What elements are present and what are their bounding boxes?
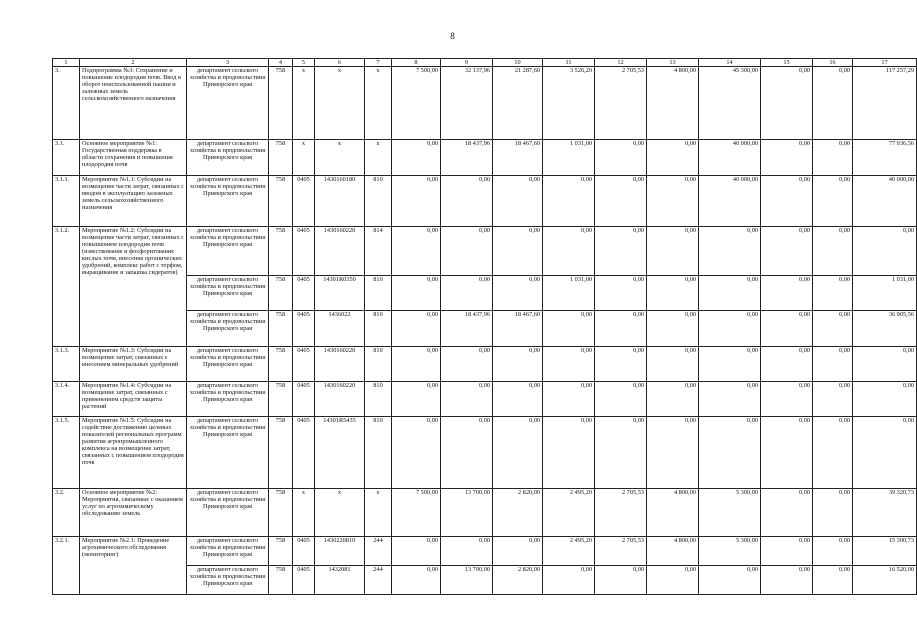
value-cell: 0,00 — [595, 311, 647, 347]
column-header: 3 — [187, 59, 269, 67]
value-cell: 0,00 — [543, 311, 595, 347]
code-cell: x — [315, 489, 365, 537]
row-number: 3.2. — [53, 489, 80, 537]
code-cell: 758 — [269, 566, 293, 595]
value-cell: 0,00 — [543, 566, 595, 595]
value-cell: 0,00 — [813, 227, 853, 276]
row-name: Мероприятие №1.4: Субсидии на возмещение затрат, связанных с применением средств защиты растений — [80, 382, 187, 417]
value-cell: 18 467,60 — [493, 311, 543, 347]
value-cell: 0,00 — [543, 347, 595, 382]
value-cell: 0,00 — [493, 382, 543, 417]
code-cell: 14301R0350 — [315, 276, 365, 311]
column-header: 1 — [53, 59, 80, 67]
code-cell: 0405 — [293, 276, 315, 311]
table-row — [53, 67, 917, 140]
value-cell: 0,00 — [493, 176, 543, 227]
value-cell: 0,00 — [761, 276, 813, 311]
department-cell: департамент сельского хозяйства и продовольствия Приморского края — [187, 537, 269, 566]
value-cell: 0,00 — [699, 417, 761, 489]
value-cell: 0,00 — [813, 537, 853, 566]
table-row — [53, 382, 917, 417]
row-number: 3.1. — [53, 140, 80, 176]
value-cell: 0,00 — [761, 417, 813, 489]
value-cell: 0,00 — [853, 417, 917, 489]
value-cell: 0,00 — [853, 347, 917, 382]
code-cell: 244 — [365, 566, 392, 595]
value-cell: 0,00 — [813, 489, 853, 537]
value-cell: 4 800,00 — [647, 537, 699, 566]
code-cell: 758 — [269, 311, 293, 347]
code-cell: 758 — [269, 537, 293, 566]
code-cell: x — [315, 140, 365, 176]
department-cell: департамент сельского хозяйства и продовольствия Приморского края — [187, 140, 269, 176]
value-cell: 0,00 — [441, 176, 493, 227]
value-cell: 0,00 — [813, 176, 853, 227]
code-cell: x — [365, 140, 392, 176]
value-cell: 0,00 — [595, 417, 647, 489]
table-row — [53, 417, 917, 489]
code-cell: 810 — [365, 417, 392, 489]
value-cell: 0,00 — [699, 276, 761, 311]
code-cell: 810 — [365, 347, 392, 382]
value-cell: 0,00 — [493, 417, 543, 489]
column-header: 7 — [365, 59, 392, 67]
value-cell: 5 300,00 — [699, 489, 761, 537]
value-cell: 2 705,53 — [595, 67, 647, 140]
value-cell: 15 300,73 — [853, 537, 917, 566]
value-cell: 0,00 — [441, 227, 493, 276]
value-cell: 0,00 — [647, 227, 699, 276]
code-cell: 1430160220 — [315, 347, 365, 382]
header-row — [53, 59, 917, 67]
value-cell: 40 000,00 — [699, 140, 761, 176]
value-cell: 4 800,00 — [647, 489, 699, 537]
row-number: 3. — [53, 67, 80, 140]
table-row — [53, 347, 917, 382]
value-cell: 0,00 — [761, 140, 813, 176]
code-cell: 0405 — [293, 227, 315, 276]
code-cell: x — [365, 67, 392, 140]
value-cell: 36 905,56 — [853, 311, 917, 347]
department-cell: департамент сельского хозяйства и продовольствия Приморского края — [187, 566, 269, 595]
code-cell: 1430160220 — [315, 227, 365, 276]
value-cell: 0,00 — [392, 566, 441, 595]
code-cell: x — [315, 67, 365, 140]
value-cell: 0,00 — [441, 537, 493, 566]
table-row — [53, 227, 917, 276]
code-cell: 758 — [269, 489, 293, 537]
row-name: Основное мероприятие №2: Мероприятия, связанные с оказанием услуг по агрохимическому обследованию земель — [80, 489, 187, 537]
department-cell: департамент сельского хозяйства и продовольствия Приморского края — [187, 417, 269, 489]
value-cell: 0,00 — [813, 67, 853, 140]
row-name: Мероприятие №1.1: Субсидии на возмещение части затрат, связанных с вводом в эксплуатацию залежных земель сельскохозяйственного назначения — [80, 176, 187, 227]
value-cell: 1 031,00 — [543, 276, 595, 311]
column-header: 9 — [441, 59, 493, 67]
value-cell: 0,00 — [761, 67, 813, 140]
code-cell: x — [293, 140, 315, 176]
column-header: 2 — [80, 59, 187, 67]
column-header: 12 — [595, 59, 647, 67]
value-cell: 0,00 — [595, 347, 647, 382]
row-name: Мероприятие №2.1: Проведение агрохимического обследования (мониторинг) — [80, 537, 187, 595]
value-cell: 0,00 — [392, 537, 441, 566]
value-cell: 0,00 — [813, 566, 853, 595]
code-cell: 0405 — [293, 566, 315, 595]
value-cell: 0,00 — [595, 276, 647, 311]
column-header: 15 — [761, 59, 813, 67]
row-name: Основное мероприятие №1: Государственная поддержка в области сохранения и повышения плодородия почв — [80, 140, 187, 176]
value-cell: 0,00 — [813, 382, 853, 417]
department-cell: департамент сельского хозяйства и продовольствия Приморского края — [187, 489, 269, 537]
value-cell: 0,00 — [441, 276, 493, 311]
value-cell: 0,00 — [392, 140, 441, 176]
value-cell: 0,00 — [392, 347, 441, 382]
department-cell: департамент сельского хозяйства и продовольствия Приморского края — [187, 276, 269, 311]
table-row — [53, 537, 917, 566]
value-cell: 0,00 — [441, 417, 493, 489]
row-number: 3.1.3. — [53, 347, 80, 382]
value-cell: 0,00 — [647, 382, 699, 417]
column-header: 5 — [293, 59, 315, 67]
value-cell: 2 495,20 — [543, 537, 595, 566]
value-cell: 0,00 — [595, 140, 647, 176]
value-cell: 0,00 — [647, 276, 699, 311]
value-cell: 0,00 — [595, 382, 647, 417]
value-cell: 3 526,20 — [543, 67, 595, 140]
value-cell: 13 700,00 — [441, 489, 493, 537]
code-cell: 0405 — [293, 417, 315, 489]
department-cell: департамент сельского хозяйства и продовольствия Приморского края — [187, 311, 269, 347]
value-cell: 0,00 — [699, 382, 761, 417]
value-cell: 18 437,96 — [441, 140, 493, 176]
value-cell: 0,00 — [595, 566, 647, 595]
value-cell: 2 705,53 — [595, 537, 647, 566]
value-cell: 0,00 — [493, 227, 543, 276]
value-cell: 0,00 — [647, 417, 699, 489]
table-row — [53, 140, 917, 176]
value-cell: 0,00 — [647, 566, 699, 595]
value-cell: 0,00 — [699, 566, 761, 595]
code-cell: 758 — [269, 347, 293, 382]
value-cell: 18 437,96 — [441, 311, 493, 347]
value-cell: 77 936,56 — [853, 140, 917, 176]
value-cell: 16 520,00 — [853, 566, 917, 595]
value-cell: 0,00 — [761, 311, 813, 347]
value-cell: 0,00 — [853, 227, 917, 276]
column-header: 16 — [813, 59, 853, 67]
code-cell: 1430220810 — [315, 537, 365, 566]
column-header: 14 — [699, 59, 761, 67]
value-cell: 0,00 — [493, 276, 543, 311]
value-cell: 1 031,00 — [543, 140, 595, 176]
budget-table — [52, 58, 917, 595]
value-cell: 40 000,00 — [853, 176, 917, 227]
table-row — [53, 489, 917, 537]
table-row — [53, 176, 917, 227]
value-cell: 39 320,73 — [853, 489, 917, 537]
code-cell: 758 — [269, 382, 293, 417]
code-cell: 810 — [365, 382, 392, 417]
code-cell: x — [365, 489, 392, 537]
value-cell: 0,00 — [761, 227, 813, 276]
department-cell: департамент сельского хозяйства и продовольствия Приморского края — [187, 176, 269, 227]
code-cell: 1436022 — [315, 311, 365, 347]
value-cell: 2 705,53 — [595, 489, 647, 537]
value-cell: 117 257,29 — [853, 67, 917, 140]
value-cell: 0,00 — [813, 276, 853, 311]
value-cell: 0,00 — [699, 311, 761, 347]
row-name: Мероприятие №1.5: Субсидии на содействие достижению целевых показателей региональных программ развития агропромышленного комплекса на возмещение затрат, связанных с повышением плодородия почв — [80, 417, 187, 489]
value-cell: 0,00 — [493, 347, 543, 382]
code-cell: 0405 — [293, 311, 315, 347]
value-cell: 0,00 — [392, 382, 441, 417]
column-header: 10 — [493, 59, 543, 67]
column-header: 4 — [269, 59, 293, 67]
department-cell: департамент сельского хозяйства и продовольствия Приморского края — [187, 67, 269, 140]
value-cell: 18 467,60 — [493, 140, 543, 176]
code-cell: 758 — [269, 176, 293, 227]
code-cell: 244 — [365, 537, 392, 566]
column-header: 17 — [853, 59, 917, 67]
row-name: Мероприятие №1.3: Субсидии на возмещение затрат, связанных с внесением минеральных удобрений — [80, 347, 187, 382]
column-header: 6 — [315, 59, 365, 67]
value-cell: 0,00 — [543, 382, 595, 417]
value-cell: 0,00 — [392, 417, 441, 489]
value-cell: 0,00 — [595, 176, 647, 227]
code-cell: 814 — [365, 227, 392, 276]
department-cell: департамент сельского хозяйства и продовольствия Приморского края — [187, 347, 269, 382]
column-header: 8 — [392, 59, 441, 67]
code-cell: 0405 — [293, 537, 315, 566]
value-cell: 0,00 — [699, 227, 761, 276]
value-cell: 0,00 — [595, 227, 647, 276]
value-cell: 0,00 — [543, 417, 595, 489]
value-cell: 32 137,96 — [441, 67, 493, 140]
code-cell: 0405 — [293, 347, 315, 382]
code-cell: 758 — [269, 417, 293, 489]
code-cell: 0405 — [293, 382, 315, 417]
row-number: 3.1.2. — [53, 227, 80, 347]
code-cell: 758 — [269, 140, 293, 176]
value-cell: 0,00 — [392, 176, 441, 227]
value-cell: 13 700,00 — [441, 566, 493, 595]
value-cell: 0,00 — [543, 176, 595, 227]
value-cell: 0,00 — [647, 140, 699, 176]
value-cell: 0,00 — [761, 382, 813, 417]
value-cell: 0,00 — [761, 566, 813, 595]
code-cell: 810 — [365, 311, 392, 347]
value-cell: 1 031,00 — [853, 276, 917, 311]
value-cell: 40 000,00 — [699, 176, 761, 227]
value-cell: 0,00 — [441, 382, 493, 417]
value-cell: 2 495,20 — [543, 489, 595, 537]
value-cell: 0,00 — [813, 417, 853, 489]
value-cell: 0,00 — [813, 140, 853, 176]
value-cell: 0,00 — [392, 311, 441, 347]
code-cell: 1432081 — [315, 566, 365, 595]
code-cell: 0405 — [293, 176, 315, 227]
code-cell: 1430160220 — [315, 382, 365, 417]
code-cell: 1430160180 — [315, 176, 365, 227]
row-number: 3.2.1. — [53, 537, 80, 595]
code-cell: 758 — [269, 67, 293, 140]
value-cell: 0,00 — [761, 489, 813, 537]
value-cell: 0,00 — [493, 537, 543, 566]
code-cell: 14301R5435 — [315, 417, 365, 489]
department-cell: департамент сельского хозяйства и продовольствия Приморского края — [187, 227, 269, 276]
code-cell: 810 — [365, 276, 392, 311]
row-name: Мероприятие №1.2: Субсидии на возмещение части затрат, связанных с повышением плодородия почв (известкование и фосфоритование кислых почв, внесение органических удобрений, комплекс работ с торфом, выращивание и запашка сидератов) — [80, 227, 187, 347]
value-cell: 4 800,00 — [647, 67, 699, 140]
column-header: 13 — [647, 59, 699, 67]
code-cell: 810 — [365, 176, 392, 227]
value-cell: 0,00 — [813, 311, 853, 347]
code-cell: 758 — [269, 276, 293, 311]
value-cell: 0,00 — [761, 176, 813, 227]
department-cell: департамент сельского хозяйства и продовольствия Приморского края — [187, 382, 269, 417]
row-number: 3.1.4. — [53, 382, 80, 417]
value-cell: 21 287,60 — [493, 67, 543, 140]
value-cell: 2 820,00 — [493, 566, 543, 595]
value-cell: 7 500,00 — [392, 489, 441, 537]
value-cell: 0,00 — [392, 227, 441, 276]
value-cell: 0,00 — [647, 311, 699, 347]
value-cell: 0,00 — [441, 347, 493, 382]
value-cell: 5 300,00 — [699, 537, 761, 566]
value-cell: 0,00 — [761, 537, 813, 566]
value-cell: 0,00 — [699, 347, 761, 382]
value-cell: 0,00 — [647, 347, 699, 382]
value-cell: 0,00 — [853, 382, 917, 417]
value-cell: 0,00 — [647, 176, 699, 227]
row-number: 3.1.1. — [53, 176, 80, 227]
value-cell: 45 300,00 — [699, 67, 761, 140]
value-cell: 0,00 — [392, 276, 441, 311]
row-name: Подпрограмма №3: Сохранение и повышение плодородия почв. Ввод в оборот неиспользованной пашни и залежных земель сельскохозяйственного назначения — [80, 67, 187, 140]
column-header: 11 — [543, 59, 595, 67]
code-cell: x — [293, 489, 315, 537]
row-number: 3.1.5. — [53, 417, 80, 489]
value-cell: 0,00 — [543, 227, 595, 276]
value-cell: 0,00 — [813, 347, 853, 382]
value-cell: 2 820,00 — [493, 489, 543, 537]
value-cell: 0,00 — [761, 347, 813, 382]
page-number: 8 — [450, 31, 455, 41]
value-cell: 7 500,00 — [392, 67, 441, 140]
code-cell: x — [293, 67, 315, 140]
code-cell: 758 — [269, 227, 293, 276]
